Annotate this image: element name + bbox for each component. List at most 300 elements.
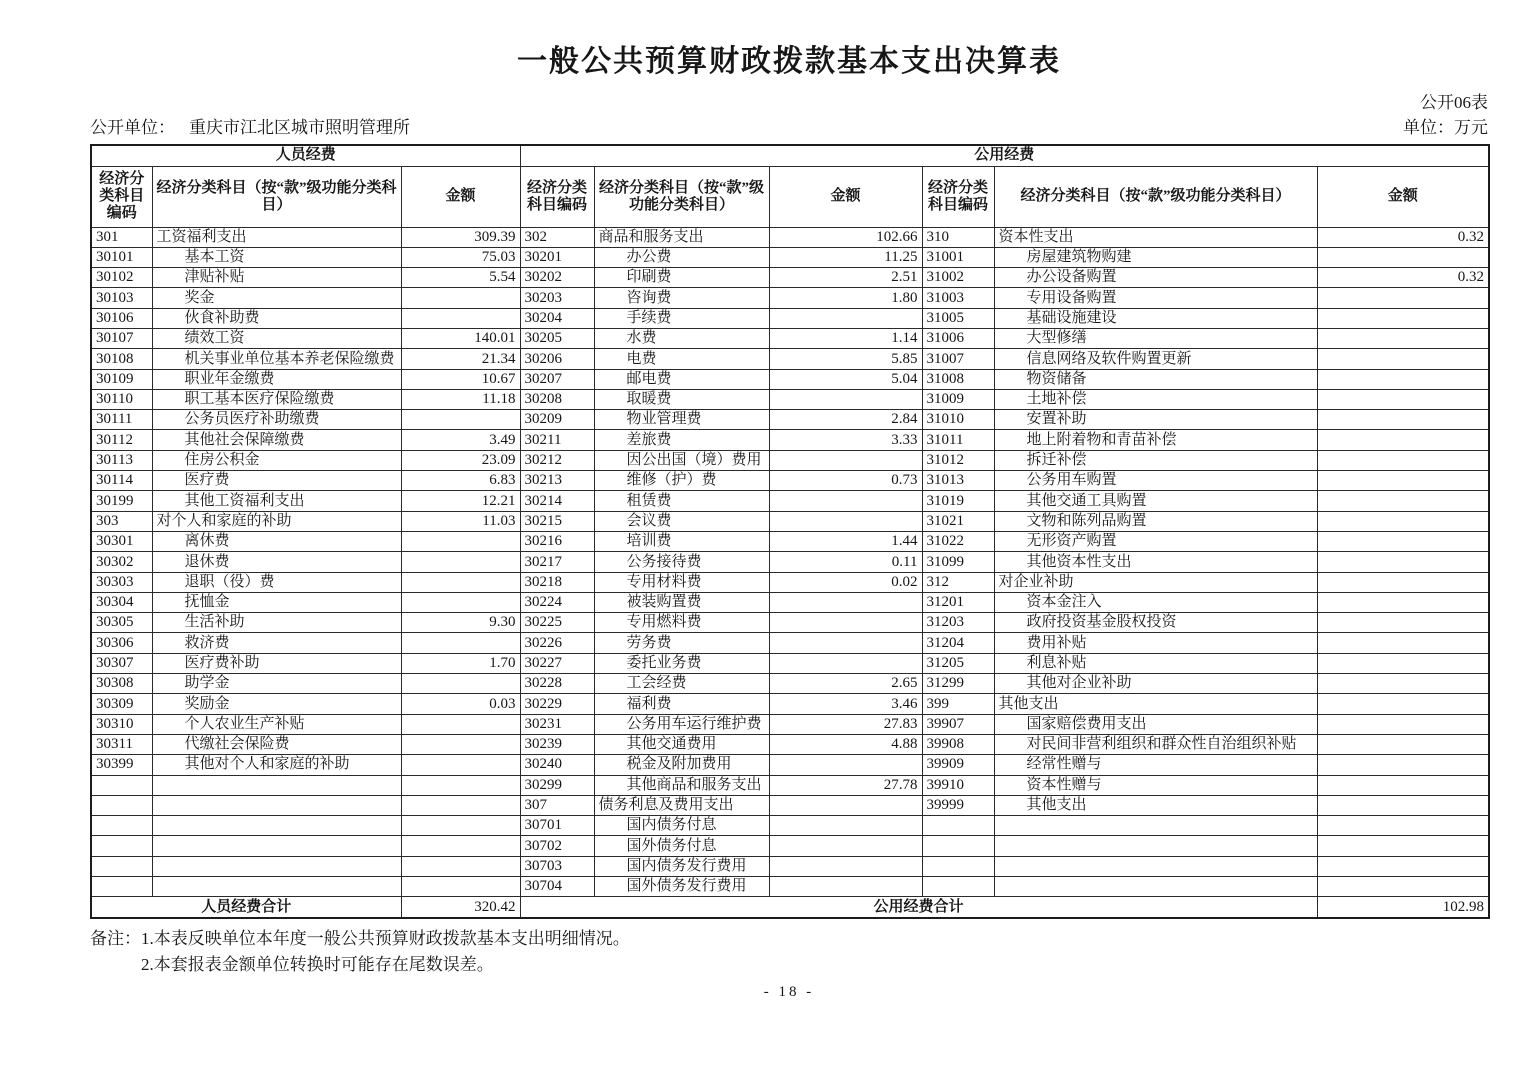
notes-label: 备注： [90, 928, 141, 948]
subject-cell: 职业年金缴费 [152, 369, 401, 389]
code-cell: 30310 [91, 714, 152, 734]
amount-cell [1317, 389, 1489, 409]
amount-cell [1317, 877, 1489, 897]
subject-cell: 被装购置费 [594, 592, 769, 612]
code-cell: 30208 [520, 389, 594, 409]
table-row [91, 653, 1489, 673]
code-cell: 39910 [922, 775, 994, 795]
code-cell: 30217 [520, 552, 594, 572]
code-cell: 30107 [91, 328, 152, 348]
subject-cell: 资本金注入 [994, 592, 1317, 612]
table-row [91, 450, 1489, 470]
code-cell: 30303 [91, 572, 152, 592]
subject-cell: 公务用车购置 [994, 471, 1317, 491]
col-header-code: 经济分类科目编码 [922, 166, 994, 227]
subject-cell: 办公费 [594, 247, 769, 267]
code-cell: 31013 [922, 471, 994, 491]
table-row [91, 349, 1489, 369]
subject-cell: 其他商品和服务支出 [594, 775, 769, 795]
table-row [91, 592, 1489, 612]
code-cell: 30108 [91, 349, 152, 369]
amount-cell [1317, 572, 1489, 592]
subject-cell: 专用设备购置 [994, 288, 1317, 308]
code-cell: 31001 [922, 247, 994, 267]
code-cell: 31201 [922, 592, 994, 612]
amount-cell: 0.73 [769, 471, 922, 491]
subject-cell: 退休费 [152, 552, 401, 572]
code-cell: 31007 [922, 349, 994, 369]
personnel-total-amount: 320.42 [401, 897, 520, 918]
subject-cell: 税金及附加费用 [594, 755, 769, 775]
subject-cell: 国内债务发行费用 [594, 856, 769, 876]
subject-cell: 工会经费 [594, 674, 769, 694]
amount-cell [401, 410, 520, 430]
table-row [91, 877, 1489, 897]
code-cell: 30102 [91, 268, 152, 288]
subject-cell [152, 856, 401, 876]
amount-cell: 5.85 [769, 349, 922, 369]
table-row [91, 674, 1489, 694]
subject-cell: 福利费 [594, 694, 769, 714]
amount-cell [401, 674, 520, 694]
subject-cell: 无形资产购置 [994, 531, 1317, 551]
code-cell: 30214 [520, 491, 594, 511]
code-cell: 30211 [520, 430, 594, 450]
amount-cell [401, 877, 520, 897]
amount-cell [401, 531, 520, 551]
code-cell: 30114 [91, 471, 152, 491]
table-row [91, 491, 1489, 511]
amount-cell: 4.88 [769, 734, 922, 754]
code-cell: 30226 [520, 633, 594, 653]
subject-cell: 代缴社会保险费 [152, 734, 401, 754]
amount-cell [1317, 552, 1489, 572]
code-cell: 30212 [520, 450, 594, 470]
code-cell [91, 856, 152, 876]
subject-cell: 其他交通费用 [594, 734, 769, 754]
code-cell [922, 816, 994, 836]
publish-unit-line [90, 113, 410, 140]
code-cell: 30101 [91, 247, 152, 267]
code-cell: 30228 [520, 674, 594, 694]
amount-cell [1317, 349, 1489, 369]
code-cell: 30306 [91, 633, 152, 653]
amount-cell [769, 795, 922, 815]
subject-cell: 委托业务费 [594, 653, 769, 673]
subject-cell: 国家赔偿费用支出 [994, 714, 1317, 734]
code-cell [91, 816, 152, 836]
amount-cell [769, 389, 922, 409]
amount-cell [1317, 674, 1489, 694]
subject-cell: 绩效工资 [152, 328, 401, 348]
subject-cell: 机关事业单位基本养老保险缴费 [152, 349, 401, 369]
code-cell: 31008 [922, 369, 994, 389]
code-cell: 30216 [520, 531, 594, 551]
code-cell: 31012 [922, 450, 994, 470]
subject-cell: 职工基本医疗保险缴费 [152, 389, 401, 409]
amount-cell [1317, 247, 1489, 267]
amount-cell [1317, 511, 1489, 531]
code-cell: 31205 [922, 653, 994, 673]
code-cell: 310 [922, 227, 994, 247]
subject-cell: 政府投资基金股权投资 [994, 613, 1317, 633]
code-cell: 302 [520, 227, 594, 247]
meta-right [1403, 90, 1488, 140]
amount-cell: 102.66 [769, 227, 922, 247]
code-cell: 30308 [91, 674, 152, 694]
code-cell: 30309 [91, 694, 152, 714]
amount-cell [1317, 288, 1489, 308]
amount-cell [1317, 531, 1489, 551]
amount-cell [1317, 755, 1489, 775]
table-row [91, 268, 1489, 288]
code-cell [91, 836, 152, 856]
code-cell: 30311 [91, 734, 152, 754]
code-cell: 30703 [520, 856, 594, 876]
amount-cell: 23.09 [401, 450, 520, 470]
table-row [91, 795, 1489, 815]
code-cell: 30701 [520, 816, 594, 836]
amount-cell [769, 755, 922, 775]
subject-cell: 电费 [594, 349, 769, 369]
table-row [91, 755, 1489, 775]
subject-cell: 咨询费 [594, 288, 769, 308]
amount-cell [1317, 410, 1489, 430]
group-header-public: 公用经费 [520, 145, 1489, 166]
subject-cell: 抚恤金 [152, 592, 401, 612]
column-header-row [91, 166, 1489, 227]
amount-cell: 5.54 [401, 268, 520, 288]
code-cell: 312 [922, 572, 994, 592]
table-row [91, 856, 1489, 876]
amount-cell [401, 308, 520, 328]
subject-cell: 拆迁补偿 [994, 450, 1317, 470]
amount-cell [769, 511, 922, 531]
subject-cell: 离休费 [152, 531, 401, 551]
amount-cell: 2.51 [769, 268, 922, 288]
code-cell: 30206 [520, 349, 594, 369]
code-cell [922, 877, 994, 897]
amount-cell [401, 856, 520, 876]
subject-cell: 救济费 [152, 633, 401, 653]
table-row [91, 714, 1489, 734]
code-cell: 31019 [922, 491, 994, 511]
code-cell: 30305 [91, 613, 152, 633]
subject-cell: 津贴补贴 [152, 268, 401, 288]
subject-cell: 医疗费补助 [152, 653, 401, 673]
note-line-1: 1.本表反映单位本年度一般公共预算财政拨款基本支出明细情况。 [141, 928, 630, 948]
public-total-amount: 102.98 [1317, 897, 1489, 918]
subject-cell: 对民间非营利组织和群众性自治组织补贴 [994, 734, 1317, 754]
code-cell: 30213 [520, 471, 594, 491]
subject-cell: 地上附着物和青苗补偿 [994, 430, 1317, 450]
amount-cell [769, 613, 922, 633]
code-cell: 30307 [91, 653, 152, 673]
subject-cell: 取暖费 [594, 389, 769, 409]
subject-cell: 资本性赠与 [994, 775, 1317, 795]
page-title: 一般公共预算财政拨款基本支出决算表 [517, 45, 1061, 78]
amount-cell [1317, 694, 1489, 714]
code-cell: 30702 [520, 836, 594, 856]
code-cell: 30225 [520, 613, 594, 633]
amount-cell [769, 592, 922, 612]
amount-cell [401, 775, 520, 795]
amount-cell: 11.18 [401, 389, 520, 409]
table-row [91, 369, 1489, 389]
code-cell: 31203 [922, 613, 994, 633]
subject-cell [152, 816, 401, 836]
amount-cell [1317, 471, 1489, 491]
amount-cell: 0.32 [1317, 227, 1489, 247]
table-row [91, 511, 1489, 531]
amount-cell: 11.25 [769, 247, 922, 267]
table-row [91, 613, 1489, 633]
code-cell: 31005 [922, 308, 994, 328]
code-cell: 399 [922, 694, 994, 714]
code-cell: 31204 [922, 633, 994, 653]
subject-cell: 其他对个人和家庭的补助 [152, 755, 401, 775]
subject-cell: 因公出国（境）费用 [594, 450, 769, 470]
subject-cell: 奖励金 [152, 694, 401, 714]
amount-cell [401, 633, 520, 653]
code-cell: 31011 [922, 430, 994, 450]
subject-cell: 奖金 [152, 288, 401, 308]
subject-cell: 物业管理费 [594, 410, 769, 430]
code-cell: 30240 [520, 755, 594, 775]
totals-row [91, 897, 1489, 918]
amount-cell [769, 308, 922, 328]
code-cell: 303 [91, 511, 152, 531]
amount-cell: 3.46 [769, 694, 922, 714]
subject-cell: 房屋建筑物购建 [994, 247, 1317, 267]
col-header-amount: 金额 [769, 166, 922, 227]
table-row [91, 389, 1489, 409]
subject-cell: 培训费 [594, 531, 769, 551]
amount-cell: 6.83 [401, 471, 520, 491]
code-cell: 301 [91, 227, 152, 247]
subject-cell [152, 877, 401, 897]
amount-cell [401, 734, 520, 754]
publish-unit-name: 重庆市江北区城市照明管理所 [189, 118, 410, 137]
amount-cell: 1.14 [769, 328, 922, 348]
code-cell: 31006 [922, 328, 994, 348]
table-row [91, 775, 1489, 795]
code-cell: 30229 [520, 694, 594, 714]
table-row [91, 836, 1489, 856]
subject-cell [152, 775, 401, 795]
table-row [91, 471, 1489, 491]
table-row [91, 694, 1489, 714]
code-cell: 31002 [922, 268, 994, 288]
amount-cell: 309.39 [401, 227, 520, 247]
subject-cell: 其他支出 [994, 694, 1317, 714]
amount-cell [769, 491, 922, 511]
table-row [91, 328, 1489, 348]
subject-cell: 伙食补助费 [152, 308, 401, 328]
personnel-total-label: 人员经费合计 [91, 897, 401, 918]
code-cell: 31010 [922, 410, 994, 430]
code-cell: 30209 [520, 410, 594, 430]
subject-cell: 手续费 [594, 308, 769, 328]
subject-cell: 公务接待费 [594, 552, 769, 572]
code-cell: 30704 [520, 877, 594, 897]
subject-cell: 利息补贴 [994, 653, 1317, 673]
amount-cell [769, 633, 922, 653]
amount-cell [1317, 369, 1489, 389]
publish-unit-label: 公开单位： [90, 118, 175, 137]
subject-cell: 对企业补助 [994, 572, 1317, 592]
subject-cell: 其他工资福利支出 [152, 491, 401, 511]
amount-cell: 27.78 [769, 775, 922, 795]
amount-cell [1317, 856, 1489, 876]
notes [90, 926, 1488, 978]
amount-cell [1317, 795, 1489, 815]
subject-cell: 其他对企业补助 [994, 674, 1317, 694]
amount-cell: 0.02 [769, 572, 922, 592]
code-cell: 31099 [922, 552, 994, 572]
amount-cell [401, 755, 520, 775]
code-cell: 39909 [922, 755, 994, 775]
public-total-label: 公用经费合计 [520, 897, 1317, 918]
subject-cell: 基本工资 [152, 247, 401, 267]
page-number: - 18 - [763, 984, 815, 1000]
code-cell [91, 795, 152, 815]
subject-cell: 助学金 [152, 674, 401, 694]
code-cell: 30207 [520, 369, 594, 389]
subject-cell: 国内债务付息 [594, 816, 769, 836]
amount-cell [769, 877, 922, 897]
subject-cell: 文物和陈列品购置 [994, 511, 1317, 531]
table-row [91, 227, 1489, 247]
amount-cell: 5.04 [769, 369, 922, 389]
table-row [91, 552, 1489, 572]
subject-cell: 水费 [594, 328, 769, 348]
subject-cell: 住房公积金 [152, 450, 401, 470]
subject-cell: 会议费 [594, 511, 769, 531]
code-cell: 30103 [91, 288, 152, 308]
code-cell: 30201 [520, 247, 594, 267]
code-cell: 31022 [922, 531, 994, 551]
subject-cell: 其他社会保障缴费 [152, 430, 401, 450]
code-cell: 30301 [91, 531, 152, 551]
subject-cell: 办公设备购置 [994, 268, 1317, 288]
amount-cell [401, 714, 520, 734]
subject-cell: 其他支出 [994, 795, 1317, 815]
code-cell [922, 836, 994, 856]
table-row [91, 410, 1489, 430]
code-cell: 39999 [922, 795, 994, 815]
subject-cell: 信息网络及软件购置更新 [994, 349, 1317, 369]
money-unit: 单位：万元 [1403, 118, 1488, 137]
code-cell: 30239 [520, 734, 594, 754]
amount-cell [1317, 816, 1489, 836]
code-cell: 30204 [520, 308, 594, 328]
amount-cell: 2.84 [769, 410, 922, 430]
amount-cell [769, 856, 922, 876]
amount-cell [769, 816, 922, 836]
subject-cell: 经常性赠与 [994, 755, 1317, 775]
subject-cell: 公务用车运行维护费 [594, 714, 769, 734]
subject-cell: 公务员医疗补助缴费 [152, 410, 401, 430]
code-cell: 30218 [520, 572, 594, 592]
subject-cell: 租赁费 [594, 491, 769, 511]
expense-table [90, 144, 1490, 919]
subject-cell: 对个人和家庭的补助 [152, 511, 401, 531]
code-cell: 30203 [520, 288, 594, 308]
amount-cell [1317, 328, 1489, 348]
col-header-code: 经济分类科目编码 [91, 166, 152, 227]
subject-cell: 医疗费 [152, 471, 401, 491]
amount-cell [769, 836, 922, 856]
code-cell [922, 856, 994, 876]
code-cell: 30202 [520, 268, 594, 288]
amount-cell [1317, 653, 1489, 673]
amount-cell [1317, 430, 1489, 450]
document-page [90, 0, 1488, 1000]
code-cell: 30224 [520, 592, 594, 612]
amount-cell: 3.49 [401, 430, 520, 450]
subject-cell [994, 856, 1317, 876]
code-cell: 30112 [91, 430, 152, 450]
subject-cell: 印刷费 [594, 268, 769, 288]
amount-cell: 11.03 [401, 511, 520, 531]
amount-cell: 9.30 [401, 613, 520, 633]
subject-cell: 国外债务发行费用 [594, 877, 769, 897]
amount-cell [1317, 613, 1489, 633]
table-row [91, 288, 1489, 308]
subject-cell: 债务利息及费用支出 [594, 795, 769, 815]
subject-cell: 商品和服务支出 [594, 227, 769, 247]
amount-cell: 140.01 [401, 328, 520, 348]
code-cell: 30215 [520, 511, 594, 531]
code-cell: 30227 [520, 653, 594, 673]
table-row [91, 633, 1489, 653]
note-line-2: 2.本套报表金额单位转换时可能存在尾数误差。 [141, 954, 494, 974]
code-cell: 30304 [91, 592, 152, 612]
subject-cell: 物资储备 [994, 369, 1317, 389]
subject-cell: 个人农业生产补贴 [152, 714, 401, 734]
code-cell: 30109 [91, 369, 152, 389]
amount-cell: 0.03 [401, 694, 520, 714]
amount-cell [401, 816, 520, 836]
table-row [91, 247, 1489, 267]
amount-cell [1317, 775, 1489, 795]
code-cell: 30110 [91, 389, 152, 409]
amount-cell: 75.03 [401, 247, 520, 267]
code-cell: 30111 [91, 410, 152, 430]
code-cell: 30302 [91, 552, 152, 572]
subject-cell: 费用补贴 [994, 633, 1317, 653]
code-cell: 30106 [91, 308, 152, 328]
amount-cell [1317, 714, 1489, 734]
subject-cell: 差旅费 [594, 430, 769, 450]
subject-cell: 专用燃料费 [594, 613, 769, 633]
col-header-subject: 经济分类科目（按“款”级功能分类科目） [152, 166, 401, 227]
amount-cell [401, 288, 520, 308]
amount-cell [401, 572, 520, 592]
subject-cell: 国外债务付息 [594, 836, 769, 856]
subject-cell [994, 877, 1317, 897]
code-cell: 30231 [520, 714, 594, 734]
subject-cell: 专用材料费 [594, 572, 769, 592]
col-header-amount: 金额 [401, 166, 520, 227]
code-cell [91, 775, 152, 795]
amount-cell [1317, 836, 1489, 856]
amount-cell [1317, 734, 1489, 754]
amount-cell [1317, 450, 1489, 470]
code-cell: 30113 [91, 450, 152, 470]
col-header-code: 经济分类科目编码 [520, 166, 594, 227]
